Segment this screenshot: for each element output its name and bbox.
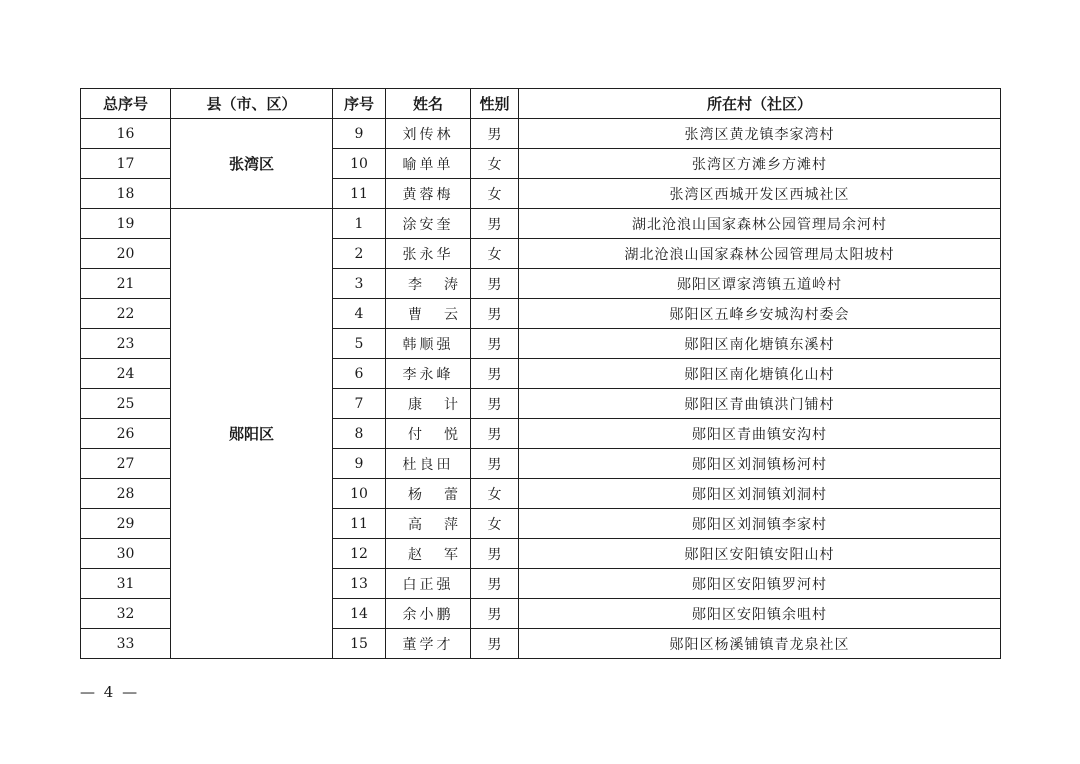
cell-village: 张湾区西城开发区西城社区 [519, 179, 1001, 209]
table-header-row [81, 89, 1001, 119]
cell-total-no: 23 [81, 329, 171, 359]
cell-seq: 3 [333, 269, 386, 299]
cell-name: 付悦 [386, 419, 471, 449]
cell-village: 郧阳区刘洞镇刘洞村 [519, 479, 1001, 509]
cell-gender: 男 [471, 539, 519, 569]
cell-total-no: 33 [81, 629, 171, 659]
cell-gender: 男 [471, 449, 519, 479]
cell-seq: 13 [333, 569, 386, 599]
cell-village: 郧阳区安阳镇罗河村 [519, 569, 1001, 599]
table-body [81, 119, 1001, 659]
cell-total-no: 21 [81, 269, 171, 299]
cell-name: 白正强 [386, 569, 471, 599]
cell-village: 郧阳区安阳镇安阳山村 [519, 539, 1001, 569]
cell-gender: 男 [471, 329, 519, 359]
cell-seq: 9 [333, 449, 386, 479]
cell-village: 张湾区黄龙镇李家湾村 [519, 119, 1001, 149]
cell-total-no: 26 [81, 419, 171, 449]
cell-village: 湖北沧浪山国家森林公园管理局太阳坡村 [519, 239, 1001, 269]
cell-total-no: 24 [81, 359, 171, 389]
cell-name: 张永华 [386, 239, 471, 269]
header-total-no: 总序号 [81, 89, 171, 119]
cell-gender: 女 [471, 179, 519, 209]
cell-name: 曹云 [386, 299, 471, 329]
cell-village: 郧阳区谭家湾镇五道岭村 [519, 269, 1001, 299]
cell-gender: 男 [471, 359, 519, 389]
cell-seq: 1 [333, 209, 386, 239]
page-number: — 4 — [80, 683, 140, 701]
cell-village: 湖北沧浪山国家森林公园管理局余河村 [519, 209, 1001, 239]
cell-name: 李永峰 [386, 359, 471, 389]
cell-seq: 8 [333, 419, 386, 449]
cell-seq: 10 [333, 149, 386, 179]
cell-name: 高萍 [386, 509, 471, 539]
cell-total-no: 30 [81, 539, 171, 569]
cell-village: 郧阳区五峰乡安城沟村委会 [519, 299, 1001, 329]
cell-village: 郧阳区刘洞镇杨河村 [519, 449, 1001, 479]
cell-seq: 9 [333, 119, 386, 149]
cell-name: 康计 [386, 389, 471, 419]
cell-gender: 男 [471, 629, 519, 659]
cell-total-no: 28 [81, 479, 171, 509]
cell-gender: 男 [471, 299, 519, 329]
cell-seq: 11 [333, 179, 386, 209]
cell-gender: 女 [471, 509, 519, 539]
cell-village: 郧阳区南化塘镇化山村 [519, 359, 1001, 389]
cell-village: 郧阳区青曲镇安沟村 [519, 419, 1001, 449]
cell-seq: 5 [333, 329, 386, 359]
cell-seq: 4 [333, 299, 386, 329]
cell-total-no: 25 [81, 389, 171, 419]
cell-name: 韩顺强 [386, 329, 471, 359]
personnel-table [80, 88, 1001, 659]
header-village: 所在村（社区） [519, 89, 1001, 119]
cell-village: 郧阳区刘洞镇李家村 [519, 509, 1001, 539]
cell-total-no: 17 [81, 149, 171, 179]
cell-total-no: 27 [81, 449, 171, 479]
cell-village: 张湾区方滩乡方滩村 [519, 149, 1001, 179]
cell-gender: 男 [471, 119, 519, 149]
cell-name: 刘传林 [386, 119, 471, 149]
cell-seq: 7 [333, 389, 386, 419]
cell-seq: 2 [333, 239, 386, 269]
cell-gender: 男 [471, 269, 519, 299]
header-county: 县（市、区） [171, 89, 333, 119]
cell-gender: 男 [471, 599, 519, 629]
cell-name: 李涛 [386, 269, 471, 299]
header-seq: 序号 [333, 89, 386, 119]
cell-name: 涂安奎 [386, 209, 471, 239]
cell-gender: 男 [471, 209, 519, 239]
cell-total-no: 32 [81, 599, 171, 629]
cell-village: 郧阳区安阳镇余咀村 [519, 599, 1001, 629]
cell-village: 郧阳区南化塘镇东溪村 [519, 329, 1001, 359]
cell-total-no: 16 [81, 119, 171, 149]
cell-name: 杜良田 [386, 449, 471, 479]
cell-gender: 男 [471, 389, 519, 419]
cell-name: 赵军 [386, 539, 471, 569]
cell-name: 董学才 [386, 629, 471, 659]
cell-gender: 男 [471, 569, 519, 599]
cell-seq: 6 [333, 359, 386, 389]
cell-village: 郧阳区杨溪铺镇青龙泉社区 [519, 629, 1001, 659]
cell-total-no: 31 [81, 569, 171, 599]
table-row [81, 209, 1001, 239]
table-row [81, 119, 1001, 149]
cell-seq: 10 [333, 479, 386, 509]
cell-total-no: 29 [81, 509, 171, 539]
cell-name: 喻单单 [386, 149, 471, 179]
cell-total-no: 20 [81, 239, 171, 269]
cell-seq: 15 [333, 629, 386, 659]
cell-county: 张湾区 [171, 119, 333, 209]
cell-total-no: 18 [81, 179, 171, 209]
cell-seq: 12 [333, 539, 386, 569]
header-name: 姓名 [386, 89, 471, 119]
cell-name: 杨蕾 [386, 479, 471, 509]
cell-gender: 女 [471, 149, 519, 179]
cell-total-no: 22 [81, 299, 171, 329]
cell-gender: 男 [471, 419, 519, 449]
cell-county: 郧阳区 [171, 209, 333, 659]
cell-name: 余小鹏 [386, 599, 471, 629]
cell-village: 郧阳区青曲镇洪门铺村 [519, 389, 1001, 419]
cell-gender: 女 [471, 239, 519, 269]
cell-total-no: 19 [81, 209, 171, 239]
header-gender: 性别 [471, 89, 519, 119]
cell-name: 黄蓉梅 [386, 179, 471, 209]
cell-gender: 女 [471, 479, 519, 509]
cell-seq: 11 [333, 509, 386, 539]
cell-seq: 14 [333, 599, 386, 629]
